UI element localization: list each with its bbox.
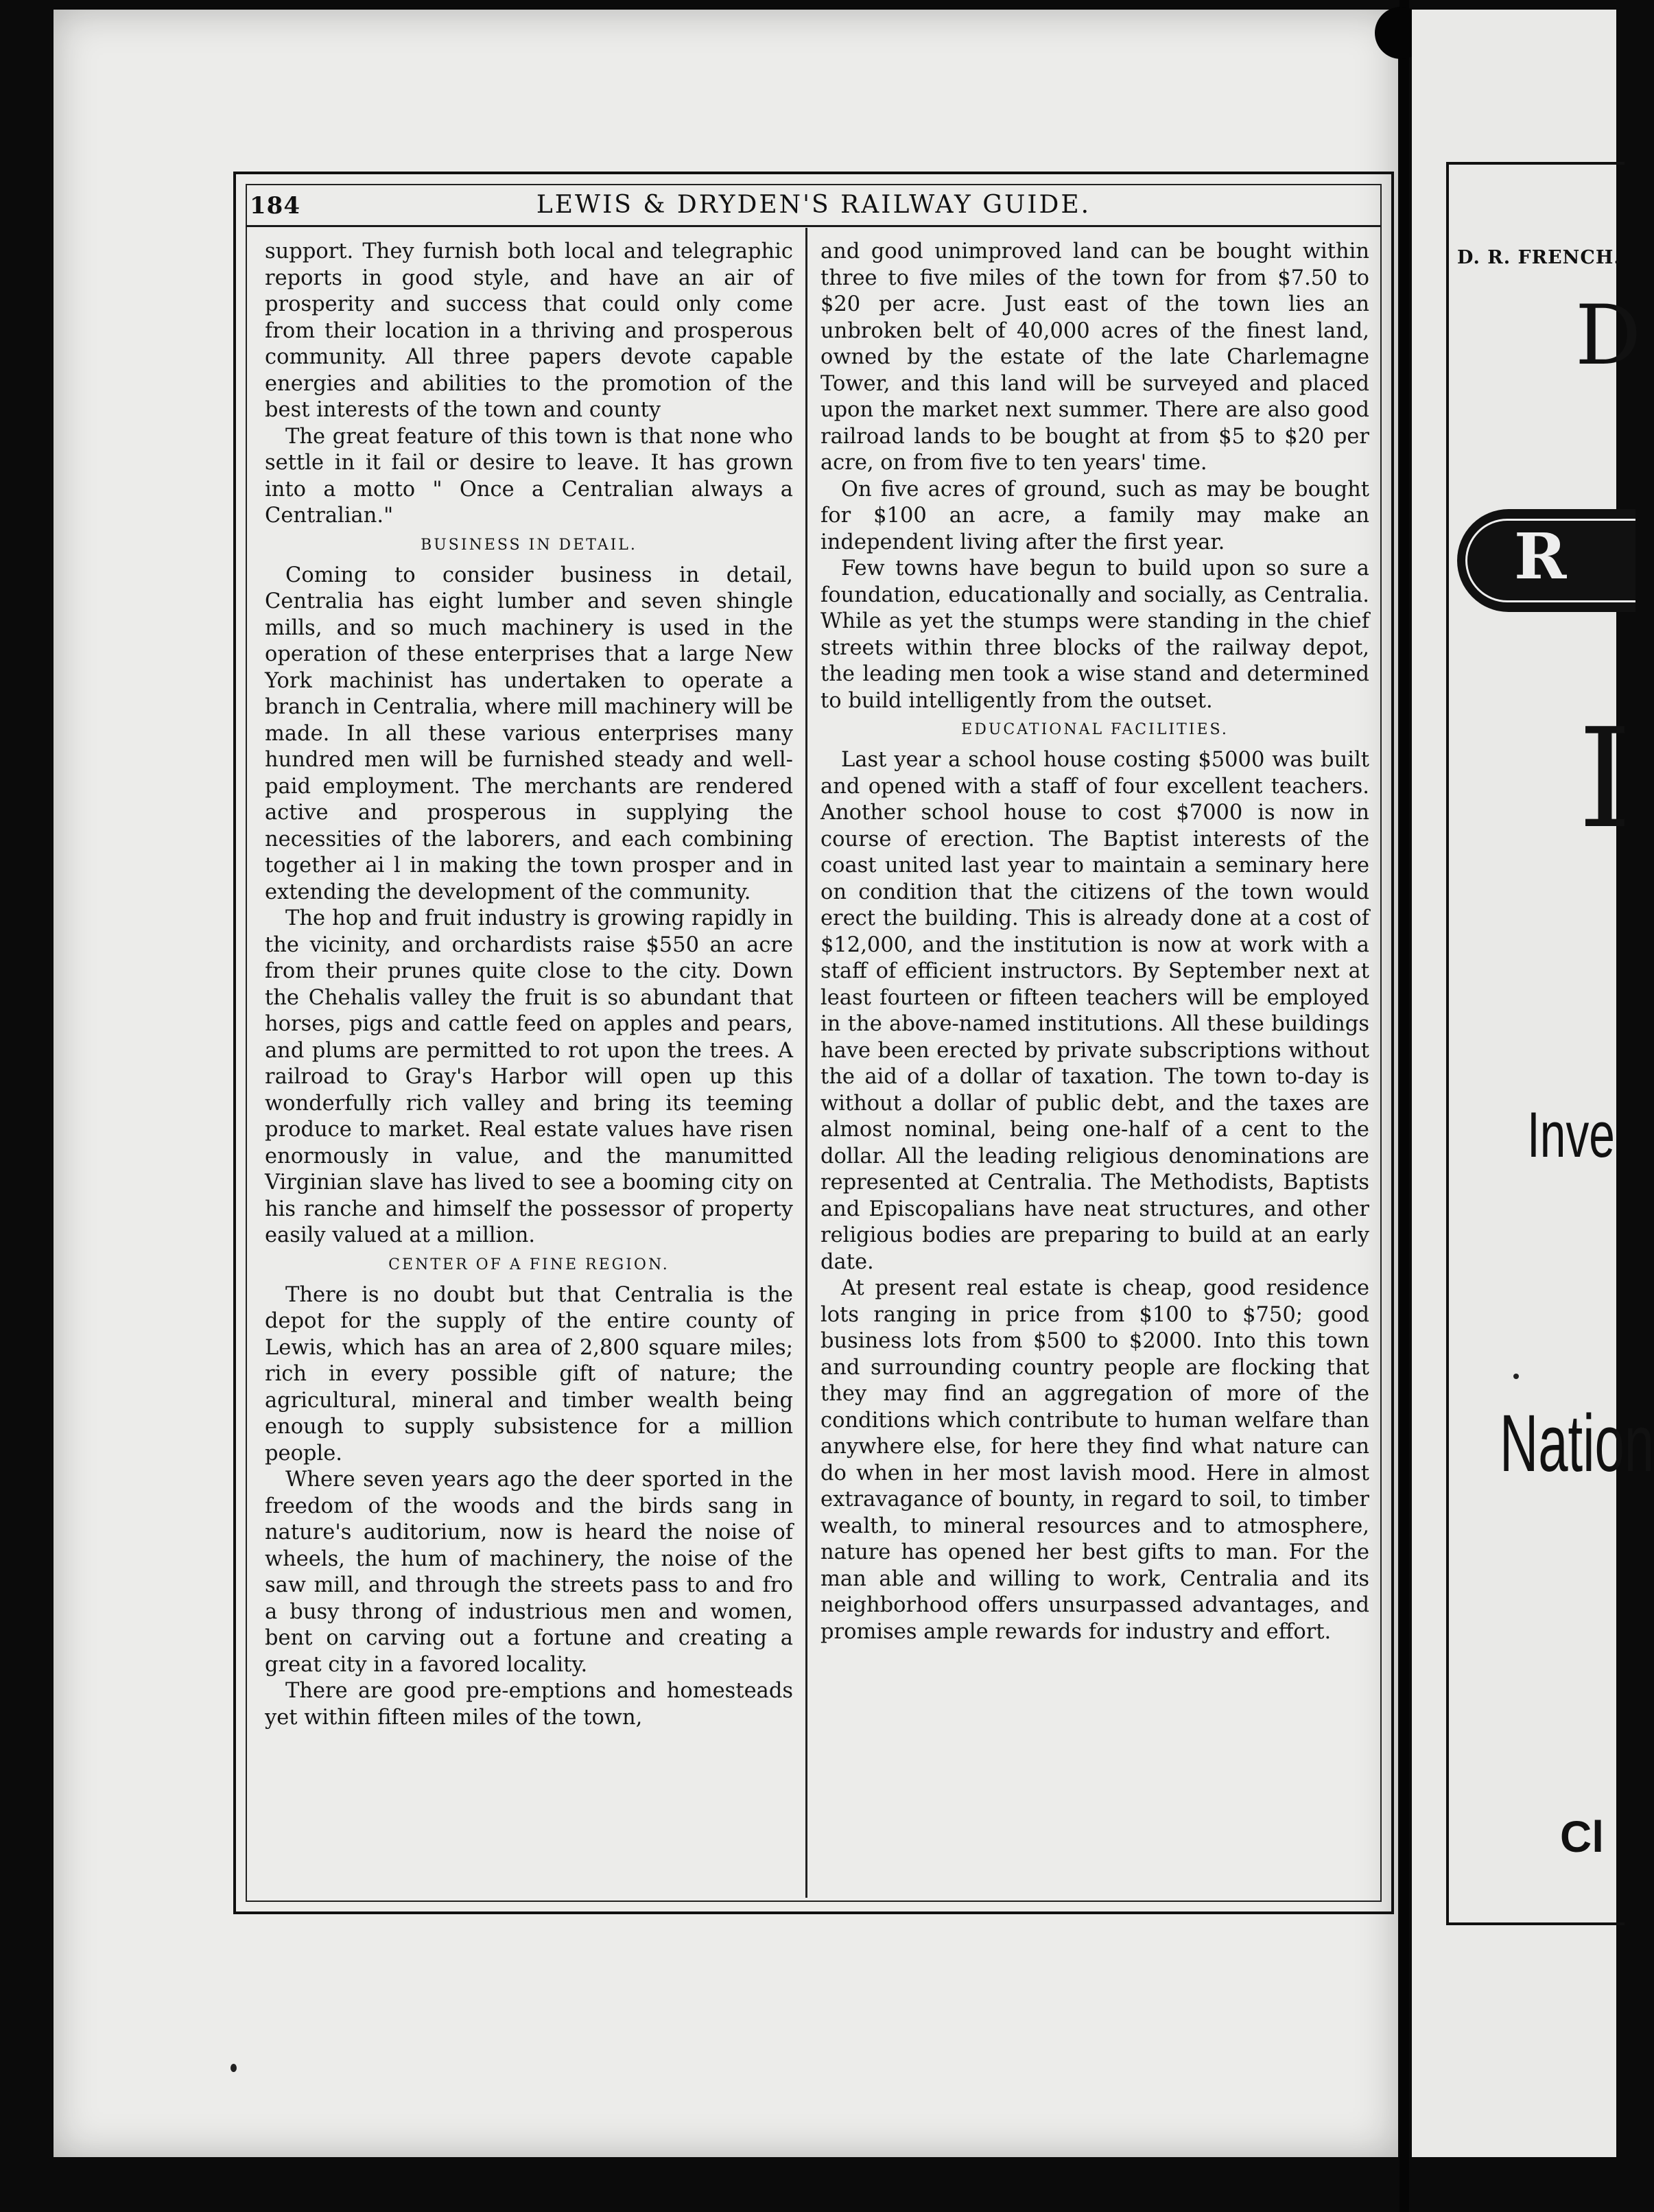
- adjacent-large-letter: D: [1575, 288, 1642, 384]
- paragraph: There is no doubt but that Centralia is the depot for the supply of the entire county of Lewis, which has an area of 2,800 square miles; rich in every possible gift of nature; the agricultural, mineral and timber wealth being enough to supply subsistence for a million people.: [265, 1282, 793, 1466]
- paragraph: There are good pre-emptions and homesteads yet within fifteen miles of the town,: [265, 1679, 793, 1730]
- adjacent-word: Nation: [1500, 1398, 1654, 1489]
- adjacent-large-letter: I: [1578, 699, 1633, 859]
- paragraph: On five acres of ground, such as may be bought for $100 an acre, a family may make an independent living after the first year.: [820, 477, 1369, 554]
- paragraph: At present real estate is cheap, good residence lots ranging in price from $100 to $750; good business lots from $500 to $2000. Into this town and surrounding country people are flocking that they may find an aggregation of more of the conditions which contribute to human welfare than anywhere else, for here they find what nature can do when in her most lavish mood. Here in almost extravagance of bounty, in regard to soil, to timber wealth, to mineral resources and to atmosphere, nature has opened her best gifts to man. For the man able and willing to work, Centralia and its neighborhood offers unsurpassed advantages, and promises ample rewards for industry and effort.: [820, 1276, 1369, 1644]
- section-heading: CENTER OF A FINE REGION.: [388, 1256, 670, 1273]
- paragraph: support. They furnish both local and telegraphic reports in good style, and have an air of prosperity and success that could only come from their location in a thriving and prosperous community. All three papers devote capable energies and abilities to the promotion of the best interests of the town and county: [265, 239, 793, 422]
- paragraph: The hop and fruit industry is growing rapidly in the vicinity, and orchardists raise $550 an acre from their prunes quite close to the city. Down the Chehalis valley the fruit is so abundant that horses, pigs and cattle feed on apples and pears, and plums are permitted to rot upon the trees. A railroad to Gray's Harbor will open up this wonderfully rich valley and bring its teeming produce to market. Real estate values have risen enormously in value, and the manumitted Virginian slave has lived to see a booming city on his ranche and himself the possessor of property easily valued at a million.: [265, 906, 793, 1247]
- column-rule: [805, 228, 807, 1898]
- page-frame: [233, 172, 1394, 1914]
- header-rule: [246, 225, 1382, 227]
- gutter-divider: [1399, 0, 1409, 2212]
- paragraph: and good unimproved land can be bought within three to five miles of the town for from $7.50 to $20 per acre. Just east of the town lies an unbroken belt of 40,000 acres of the finest land, owned by the estate of the late Charlemagne Tower, and this land will be surveyed and placed upon the market next summer. There are also good railroad lands to be bought at from $5 to $20 per acre, on from five to ten years' time.: [820, 239, 1369, 475]
- running-title: LEWIS & DRYDEN'S RAILWAY GUIDE.: [536, 191, 1091, 219]
- left-column: [265, 239, 793, 1895]
- paragraph: Few towns have begun to build upon so sure a foundation, educationally and socially, as Centralia. While as yet the stumps were standing in the chief streets within three blocks of the railway depot, the leading men took a wise stand and determined to build intelligently from the outset.: [820, 556, 1369, 713]
- right-column: [820, 239, 1369, 1895]
- adjacent-banner-letter: R: [1514, 519, 1567, 593]
- adjacent-word: Inve: [1527, 1098, 1615, 1170]
- adjacent-banner-inner: [1465, 519, 1635, 602]
- paragraph: Coming to consider business in detail, Centralia has eight lumber and seven shingle mills, and so much machinery is used in the operation of these enterprises that a large New York machinist has undertaken to operate a branch in Centralia, where mill machinery will be made. In all these various enterprises many hundred men will be furnished steady and well-paid employment. The merchants are rendered active and prosperous in supplying the necessities of the laborers, and each combining together ai l in making the town prosper and in extending the development of the community.: [265, 563, 794, 904]
- adjacent-page-frame: [1446, 162, 1625, 1925]
- adjacent-banner: [1457, 509, 1635, 612]
- ink-speck: [231, 2064, 237, 2072]
- paragraph: Last year a school house costing $5000 was built and opened with a staff of four excellent teachers. Another school house to cost $7000 is now in course of erection. The Baptist interests of the coast united last year to maintain a seminary here on condition that the citizens of the town would erect the building. This is already done at a cost of $12,000, and the institution is now at work with a staff of efficient instructors. By September next at least fourteen or fifteen teachers will be employed in the above-named institutions. All these buildings have been erected by private subscriptions without the aid of a dollar of taxation. The town to-day is without a dollar of public debt, and the taxes are almost nominal, being one-half of a cent to the dollar. All the leading religious denominations are represented at Centralia. The Methodists, Baptists and Episcopalians have neat structures, and other religious bodies are preparing to build at an early date.: [820, 748, 1369, 1274]
- adjacent-publisher-text: D. R. FRENCH.: [1457, 247, 1621, 268]
- paragraph: Where seven years ago the deer sported in the freedom of the woods and the birds sang in nature's auditorium, now is heard the noise of wheels, the hum of machinery, the noise of the saw mill, and through the streets pass to and fro a busy throng of industrious men and women, bent on carving out a fortune and creating a great city in a favored locality.: [265, 1468, 793, 1677]
- adjacent-word: Cl: [1560, 1812, 1604, 1861]
- adjacent-dot: [1513, 1374, 1519, 1379]
- page-number: 184: [250, 192, 300, 220]
- page-header: [246, 189, 1382, 220]
- section-heading: BUSINESS IN DETAIL.: [421, 536, 637, 554]
- paragraph: The great feature of this town is that none who settle in it fail or desire to leave. It has grown into a motto " Once a Centralian always a Centralian.": [265, 424, 793, 528]
- section-heading: EDUCATIONAL FACILITIES.: [961, 721, 1229, 738]
